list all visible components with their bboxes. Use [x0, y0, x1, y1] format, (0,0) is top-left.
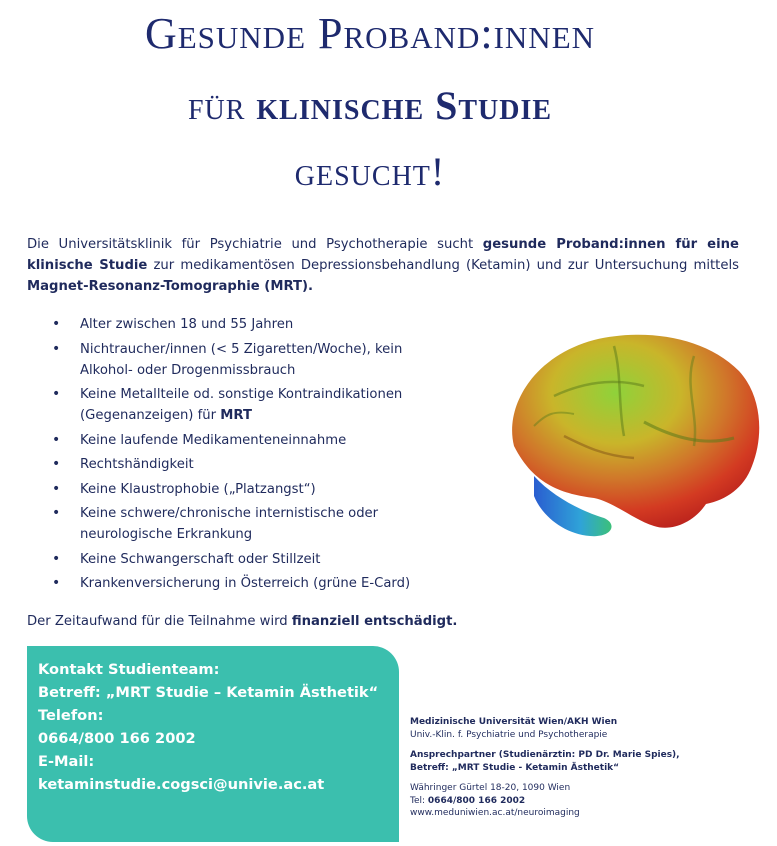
contact-subject: Betreff: „MRT Studie – Ketamin Ästhetik“: [38, 684, 379, 701]
requirements-list: [52, 314, 432, 598]
requirement-bold: MRT: [220, 408, 252, 423]
footer-organization: Medizinische Universität Wien/AKH Wien: [410, 717, 618, 727]
intro-bold-1: gesunde Proband:innen für eine klinische Studie: [27, 237, 739, 273]
headline-line-3: gesucht!: [294, 149, 446, 194]
footer-department: Univ.-Klin. f. Psychiatrie und Psychotherapie: [410, 729, 608, 740]
contact-phone[interactable]: 0664/800 166 2002: [38, 730, 196, 747]
contact-box: [27, 646, 399, 842]
requirement-item: • Keine Schwangerschaft oder Stillzeit: [52, 549, 432, 570]
requirement-item: [52, 384, 432, 426]
requirement-item: • Keine Klaustrophobie („Platzangst“): [52, 479, 432, 500]
headline-line-2: [0, 82, 740, 129]
requirement-item: • Keine schwere/chronische internistische oder neurologische Erkrankung: [52, 503, 432, 545]
footer-contact-person: Ansprechpartner (Studienärztin: PD Dr. Marie Spies),: [410, 750, 680, 760]
headline-line-2-emphasis: klinische Studie: [256, 83, 553, 128]
intro-paragraph: [27, 234, 739, 297]
requirement-item: • Rechtshändigkeit: [52, 454, 432, 475]
footer-telephone: [410, 795, 770, 808]
requirement-item: • Nichtraucher/innen (< 5 Zigaretten/Woche), kein Alkohol- oder Drogenmissbrauch: [52, 339, 432, 381]
requirement-item: • Krankenversicherung in Österreich (grüne E-Card): [52, 573, 432, 594]
headline-line-1: Gesunde Proband:innen: [144, 9, 596, 58]
headline-line-2-prefix: für: [187, 83, 246, 128]
requirement-text: Keine Metallteile od. sonstige Kontraindikationen (Gegenanzeigen) für: [80, 387, 403, 423]
intro-text-1: Die Universitätsklinik für Psychiatrie und Psychotherapie sucht: [27, 237, 474, 252]
compensation-text: [27, 614, 457, 629]
footer-address-block: [410, 716, 770, 820]
requirement-item: • Keine laufende Medikamenteneinnahme: [52, 430, 432, 451]
contact-email-label: E-Mail:: [38, 753, 95, 770]
footer-subject: Betreff: „MRT Studie - Ketamin Ästhetik“: [410, 762, 620, 773]
contact-heading: Kontakt Studienteam:: [38, 661, 220, 678]
contact-phone-label: Telefon:: [38, 707, 104, 724]
requirement-item: • Alter zwischen 18 und 55 Jahren: [52, 314, 432, 335]
intro-bold-2: Magnet-Resonanz-Tomographie (MRT).: [27, 279, 314, 294]
brain-mri-illustration: [494, 326, 766, 546]
intro-text-2: zur medikamentösen Depressionsbehandlung (Ketamin) und zur Untersuchung mittels: [153, 258, 739, 273]
compensation-normal: Der Zeitaufwand für die Teilnahme wird: [27, 614, 288, 629]
footer-tel-number[interactable]: 0664/800 166 2002: [427, 795, 526, 806]
contact-email-link[interactable]: ketaminstudie.cogsci@univie.ac.at: [38, 776, 325, 793]
footer-tel-label: Tel:: [410, 795, 426, 806]
footer-website-link[interactable]: www.meduniwien.ac.at/neuroimaging: [410, 808, 580, 818]
footer-address: Währinger Gürtel 18-20, 1090 Wien: [410, 783, 571, 793]
compensation-bold: finanziell entschädigt.: [291, 614, 458, 629]
